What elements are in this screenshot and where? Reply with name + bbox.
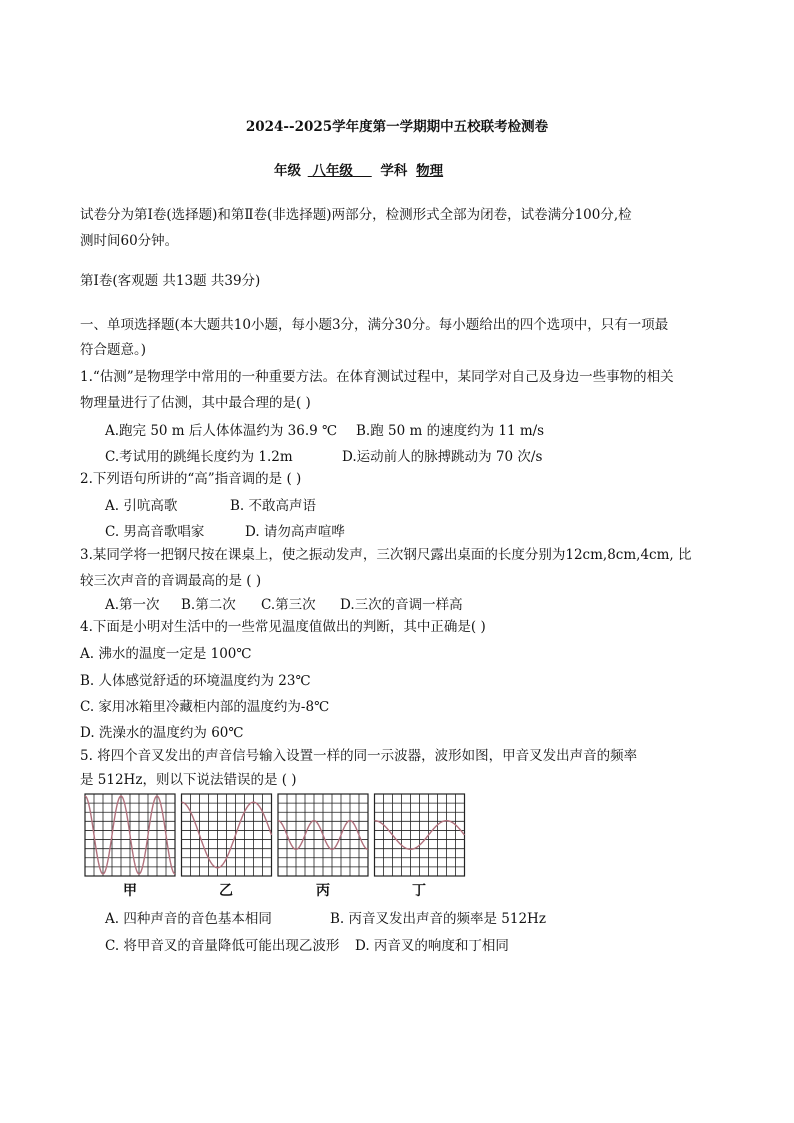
oscilloscope-panel-4: [375, 794, 465, 876]
q2-option-d: D. 请勿高声喧哗: [245, 524, 345, 540]
waveform-label-jia: 甲: [123, 883, 137, 899]
q5-option-b: B. 丙音叉发出声音的频率是 512Hz: [330, 911, 546, 927]
oscilloscope-panel-1: [85, 794, 175, 876]
q1-option-b: B.跑 50 m 的速度约为 11 m/s: [356, 423, 545, 439]
q4-stem: 4.下面是小明对生活中的一些常见温度值做出的判断，其中正确是( ): [80, 619, 486, 635]
q4-option-c: C. 家用冰箱里冷藏柜内部的温度约为-8℃: [80, 699, 330, 715]
q3-option-b: B.第二次: [181, 597, 236, 613]
q5-option-c: C. 将甲音叉的音量降低可能出现乙波形: [105, 938, 340, 954]
subject-value: 物理: [416, 163, 444, 179]
q5-option-a: A. 四种声音的音色基本相同: [105, 911, 272, 927]
q1-stem-line-1: 1.“估测”是物理学中常用的一种重要方法。在体育测试过程中，某同学对自己及身边一些事物的相关: [80, 369, 674, 385]
q3-option-c: C.第三次: [261, 597, 316, 613]
q2-option-a: A. 引吭高歌: [105, 498, 178, 514]
q3-stem-line-1: 3.某同学将一把钢尺按在课桌上，使之振动发声，三次钢尺露出桌面的长度分别为12cm,8cm,4cm, 比: [80, 547, 692, 563]
subject-label: 学科: [380, 163, 408, 179]
q2-option-c: C. 男高音歌唱家: [105, 524, 205, 540]
q1-stem-line-2: 物理量进行了估测，其中最合理的是( ): [80, 395, 311, 411]
q5-stem-line-1: 5. 将四个音叉发出的声音信号输入设置一样的同一示波器，波形如图，甲音叉发出声音的频率: [80, 748, 638, 764]
q2-option-b: B. 不敢高声语: [230, 498, 317, 514]
q3-option-d: D.三次的音调一样高: [340, 597, 463, 613]
q5-stem-line-2: 是 512Hz，则以下说法错误的是 ( ): [80, 772, 297, 788]
q1-option-c: C.考试用的跳绳长度约为 1.2m: [105, 449, 293, 465]
waveform-label-bing: 丙: [316, 883, 330, 899]
section1-heading-line-2: 符合题意。): [80, 342, 147, 358]
q1-option-d: D.运动前人的脉搏跳动为 70 次/s: [342, 449, 543, 465]
q4-option-b: B. 人体感觉舒适的环境温度约为 23℃: [80, 673, 311, 689]
grade-label: 年级: [274, 163, 301, 179]
q5-option-d: D. 丙音叉的响度和丁相同: [355, 938, 509, 954]
q4-option-d: D. 洗澡水的温度约为 60℃: [80, 725, 244, 741]
intro-line-1: 试卷分为第Ⅰ卷(选择题)和第Ⅱ卷(非选择题)两部分，检测形式全部为闭卷，试卷满分100分,检: [80, 207, 632, 223]
oscilloscope-panel-3: [278, 794, 368, 876]
q1-option-a: A.跑完 50 m 后人体体温约为 36.9 ℃: [105, 423, 338, 439]
q4-option-a: A. 沸水的温度一定是 100℃: [80, 646, 252, 662]
oscilloscope-panel-2: [182, 794, 272, 876]
grade-value: 八年级: [312, 163, 353, 179]
q2-stem: 2.下列语句所讲的“高”指音调的是 ( ): [80, 471, 302, 487]
q3-stem-line-2: 较三次声音的音调最高的是 ( ): [80, 573, 262, 589]
oscilloscope-waveforms-figure: [84, 793, 468, 877]
exam-subtitle: [274, 162, 443, 180]
intro-line-2: 测时间60分钟。: [80, 233, 179, 249]
part1-heading: 第Ⅰ卷(客观题 共13题 共39分): [80, 273, 261, 289]
q3-option-a: A.第一次: [105, 597, 160, 613]
section1-heading-line-1: 一、单项选择题(本大题共10小题，每小题3分，满分30分。每小题给出的四个选项中，只有一项最: [80, 317, 669, 333]
exam-title: 2024--2025学年度第一学期期中五校联考检测卷: [245, 119, 549, 135]
waveform-label-yi: 乙: [219, 883, 233, 899]
waveform-label-ding: 丁: [412, 883, 426, 899]
